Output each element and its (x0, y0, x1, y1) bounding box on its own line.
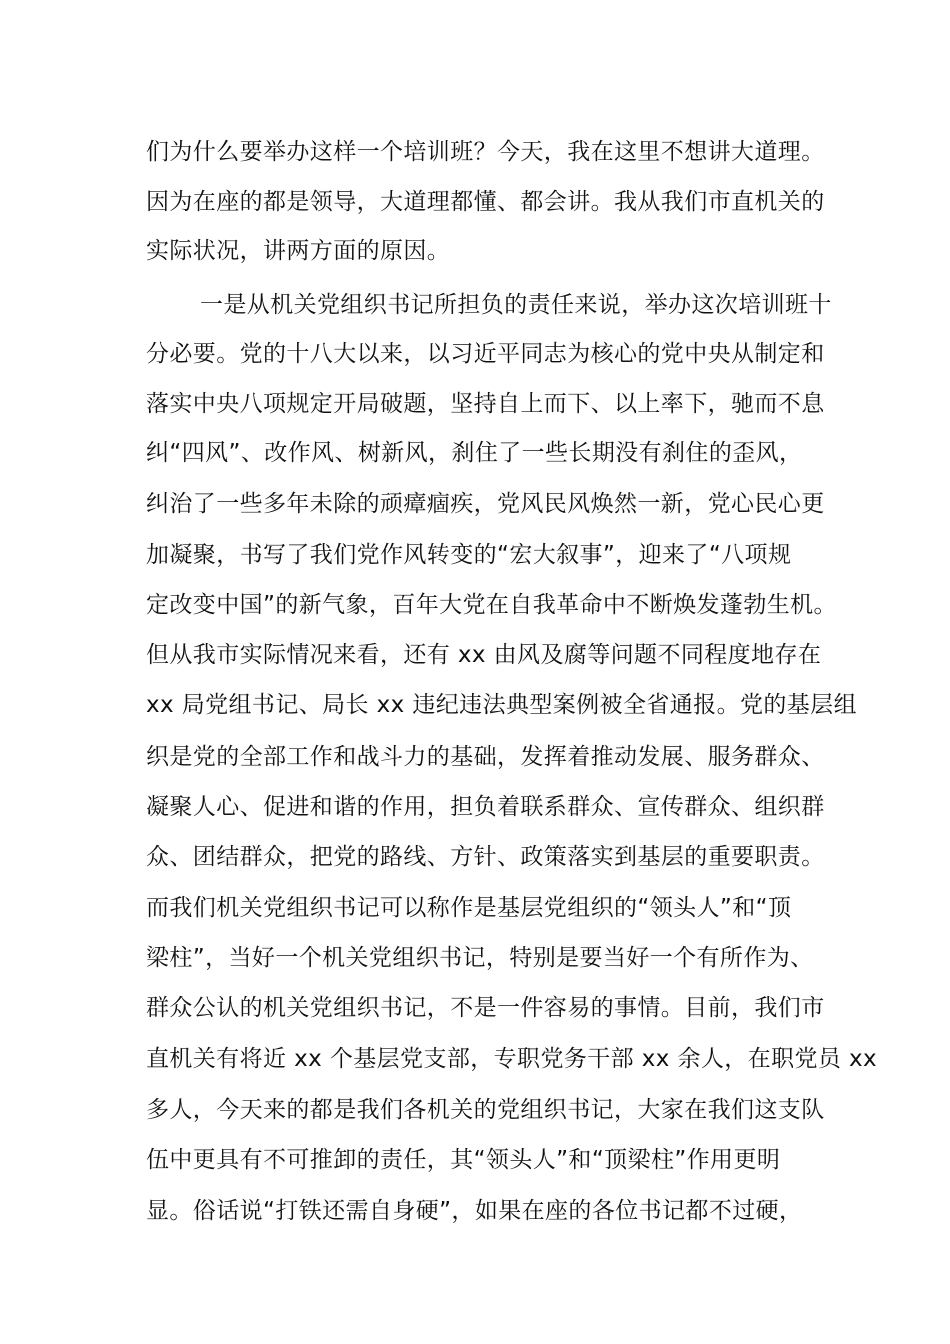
text-line: 但从我市实际情况来看，还有 xx 由风及腐等问题不同程度地存在 (146, 642, 822, 668)
text-line: 织是党的全部工作和战斗力的基础，发挥着推动发展、服务群众、 (146, 744, 825, 770)
text-line: 加凝聚，书写了我们党作风转变的“宏大叙事”，迎来了“八项规 (146, 542, 792, 568)
text-line: 而我们机关党组织书记可以称作是基层党组织的“领头人”和“顶 (146, 895, 792, 921)
text-line: 伍中更具有不可推卸的责任，其“领头人”和“顶梁柱”作用更明 (146, 1147, 781, 1173)
text-line: 显。俗话说“打铁还需自身硬”，如果在座的各位书记都不过硬， (146, 1198, 803, 1224)
text-line: 群众公认的机关党组织书记，不是一件容易的事情。目前，我们市 (146, 995, 825, 1021)
text-line: 一是从机关党组织书记所担负的责任来说，举办这次培训班十 (200, 292, 832, 318)
text-line: 因为在座的都是领导，大道理都懂、都会讲。我从我们市直机关的 (146, 189, 825, 215)
text-line: 分必要。党的十八大以来，以习近平同志为核心的党中央从制定和 (146, 341, 825, 367)
text-line: 多人，今天来的都是我们各机关的党组织书记，大家在我们这支队 (146, 1097, 825, 1123)
text-line: 们为什么要举办这样一个培训班？今天，我在这里不想讲大道理。 (146, 139, 825, 165)
text-line: 落实中央八项规定开局破题，坚持自上而下、以上率下，驰而不息 (146, 391, 825, 417)
text-line: 梁柱”，当好一个机关党组织书记，特别是要当好一个有所作为、 (146, 945, 814, 971)
text-line: 纠“四风”、改作风、树新风，刹住了一些长期没有刹住的歪风， (146, 440, 803, 466)
text-line: 实际状况，讲两方面的原因。 (146, 238, 451, 264)
text-line: 众、团结群众，把党的路线、方针、政策落实到基层的重要职责。 (146, 844, 825, 870)
text-line: 凝聚人心、促进和谐的作用，担负着联系群众、宣传群众、组织群 (146, 794, 825, 820)
text-line: 直机关有将近 xx 个基层党支部，专职党务干部 xx 余人，在职党员 xx (146, 1046, 878, 1072)
text-line: xx 局党组书记、局长 xx 违纪违法典型案例被全省通报。党的基层组 (146, 692, 857, 718)
text-line: 定改变中国”的新气象，百年大党在自我革命中不断焕发蓬勃生机。 (146, 592, 837, 618)
text-line: 纠治了一些多年未除的顽瘴痼疾，党风民风焕然一新，党心民心更 (146, 491, 825, 517)
